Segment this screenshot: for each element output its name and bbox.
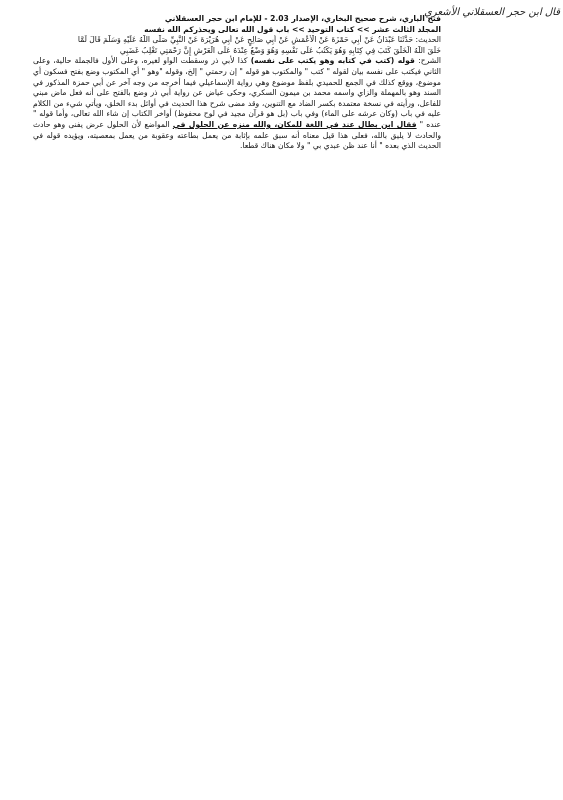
hadith-line-2: خَلَقَ اللَّهُ الْخَلْقَ كَتَبَ فِي كِتَابِهِ وَهُوَ يَكْتُبُ عَلَى نَفْسِهِ وَهُوَ وَضْعٌ عِنْدَهُ عَلَى الْعَرْشِ إِنَّ رَحْمَتِي تَغْلِبُ غَضَبِي — [119, 45, 441, 55]
sharh-label: الشرح: — [418, 56, 441, 66]
hadith-line-1 — [33, 35, 441, 46]
sharh-section — [33, 56, 441, 151]
book-title-line: فتح الباري، شرح صحيح البخاري، الإصدار 2.03 - للإمام ابن حجر العسقلاني — [164, 14, 441, 23]
document-body — [33, 14, 441, 152]
hadith-label: الحديث: — [415, 35, 441, 45]
sharh-text: كذا لأبي ذر وسقطت الواو لغيره، وعلى الأول فالجملة حالية، وعلى الثاني فيكتب على نفسه بيان لقوله " كتب " والمكتوب هو قوله " إن رحمتي " إلخ، وقوله "وهو " أي المكتوب وضع بفتح فسكون أي موضوع، ووقع كذلك في الجمع للحميدي بلفظ موضوع وهي رواية الإسماعيلي فيما أخرجه من وجه آخر عن أبي حمزة المذكور في السند وهو بالمهملة والزاي واسمه محمد بن ميمون السكري، وحكى عياض عن رواية أبي ذر وضع بالفتح على أنه فعل ماض مبني للفاعل، ورأيته في نسخة معتمدة بكسر الضاد مع التنوين، وقد مضى شرح هذا الحديث في أوائل بدء الخلق، ويأتي شيء من الكلام عليه في باب (وكان عرشه على الماء) وفي باب (بل هو قرآن مجيد في لوح محفوظ) أواخر الكتاب إن شاء الله تعالى، وأما قوله " عنده " — [33, 56, 442, 129]
chapter-breadcrumb: المجلد الثالث عشر >> كتاب التوحيد >> باب قول الله تعالى ويحذركم الله نفسه — [144, 24, 441, 34]
hadith-section — [33, 35, 441, 56]
sharh-quoted-phrase: قوله (كتب في كتابه وهو يكتب على نفسه) — [250, 56, 415, 66]
handwritten-annotation: قال ابن حجر العسقلاني الأشعري — [424, 7, 560, 18]
hadith-text-1: حَدَّثَنَا عَبْدَانُ عَنْ أَبِي حَمْزَةَ عَنْ الْأَعْمَشِ عَنْ أَبِي صَالِحٍ عَنْ أَبِي هُرَيْرَةَ عَنْ النَّبِيِّ صَلَّى اللَّهُ عَلَيْهِ وَسَلَّمَ قَالَ لَمَّا — [77, 35, 414, 45]
sharh-underlined-passage: فقال ابن بطال عند في اللغة للمكان، والله منزه عن الحلول في — [172, 119, 417, 129]
sharh-text-end: المواضع لأن الحلول عرض يفنى وهو حادث والحادث لا يليق بالله، فعلى هذا قيل معناه أنه سبق علمه بإثابة من يعمل بطاعته وعقوبة من يعمل بمعصيته، ويؤيده قوله في الحديث الذي بعده " أنا عند ظن عبدي بي " ولا مكان هناك قطعا. — [33, 119, 441, 151]
